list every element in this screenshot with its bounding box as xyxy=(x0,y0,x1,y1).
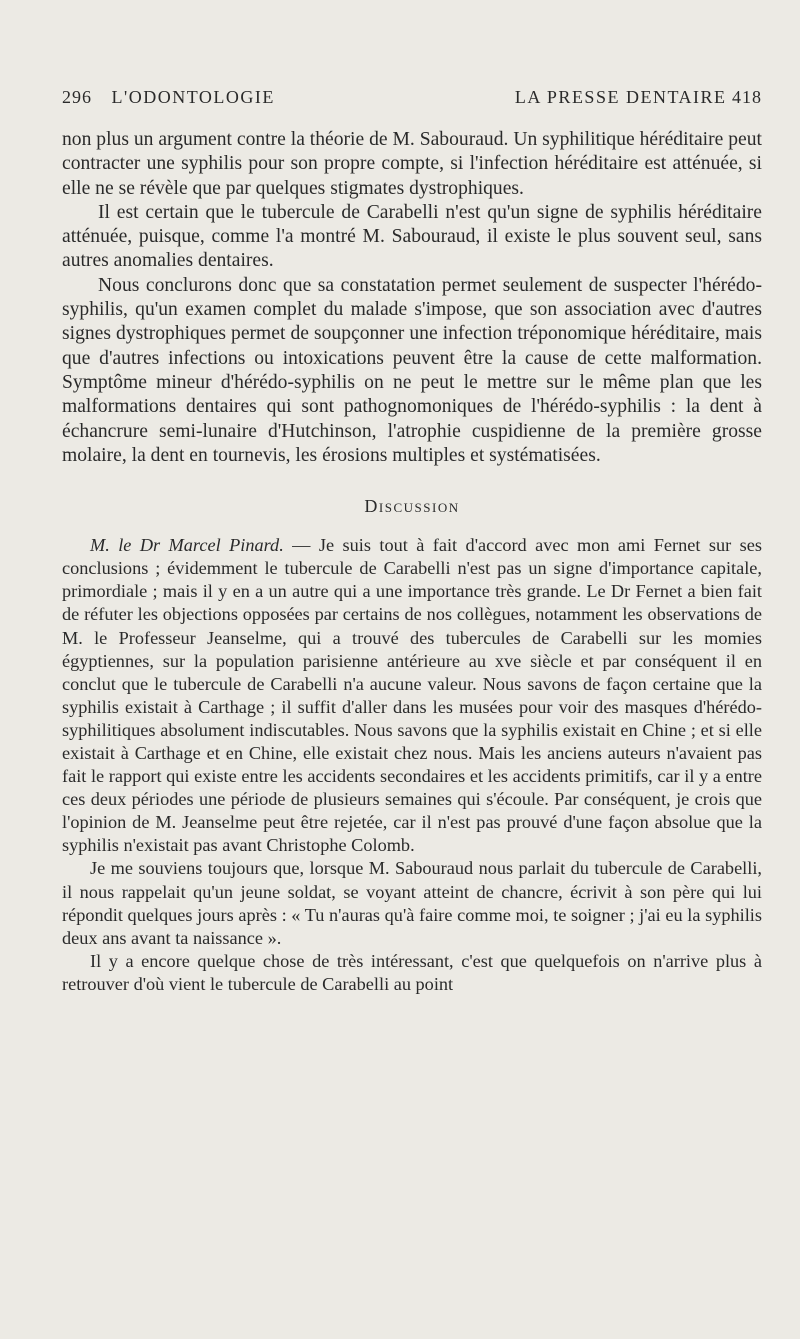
document-page xyxy=(62,72,762,996)
paragraph-1: non plus un argument contre la théorie de M. Sabouraud. Un syphilitique héréditaire peut contracter une syphilis pour son propre compte, si l'infection héréditaire est atténuée, si elle ne se révèle que par quelques stigmates dystrophiques. xyxy=(62,129,762,199)
discussion-paragraph-1 xyxy=(62,534,762,857)
page-number-right: 418 xyxy=(732,87,762,107)
running-header xyxy=(62,72,762,122)
page-number: 296 xyxy=(62,87,92,107)
discussion-paragraph-2: Je me souviens toujours que, lorsque M. Sabouraud nous parlait du tubercule de Carabelli, il nous rappelait qu'un jeune soldat, se voyant atteint de chancre, écrivit à son père qui lui répondit quelques jours après : « Tu n'auras qu'à faire comme moi, te soigner ; j'ai eu la syphilis deux ans avant ta naissance ». xyxy=(62,858,762,948)
discussion-paragraph-3: Il y a encore quelque chose de très intéressant, c'est que quelquefois on n'arrive plus à retrouver d'où vient le tubercule de Carabelli au point xyxy=(62,950,762,994)
discussion-body xyxy=(62,534,762,996)
header-right xyxy=(515,72,762,122)
paragraph-3: Nous conclurons donc que sa constatation permet seulement de suspecter l'hérédo-syphilis, qu'un examen complet du malade s'impose, que son association avec d'autres signes dystrophiques permet de soupçonner une infection tréponomique héréditaire, mais que d'autres infections ou intoxications peuvent être la cause de cette malformation. Symptôme mineur d'hérédo-syphilis on ne peut le mettre sur le même plan que les malformations dentaires qui sont pathognomoniques de l'hérédo-syphilis : la dent à échancrure semi-lunaire d'Hutchinson, l'atrophie cuspidienne de la première grosse molaire, la dent en tournevis, les érosions multiples et systématisées. xyxy=(62,274,762,466)
paragraph-2: Il est certain que le tubercule de Carabelli n'est qu'un signe de syphilis héréditaire atténuée, puisque, comme l'a montré M. Sabouraud, il existe le plus souvent seul, sans autres anomalies dentaires. xyxy=(62,201,762,272)
journal-title-right: LA PRESSE DENTAIRE xyxy=(514,87,727,107)
speaker-name: M. le Dr Marcel Pinard. xyxy=(90,535,284,556)
header-left xyxy=(62,72,289,122)
discussion-text-1: — Je suis tout à fait d'accord avec mon ami Fernet sur ses conclusions ; évidemment le tubercule de Carabelli n'est pas un signe d'importance capitale, primordiale ; mais il y en a un autre qui a une importance très grande. Le Dr Fernet a bien fait de réfuter les objections opposées par certains de nos collègues, notamment les observations de M. le Professeur Jeanselme, qui a trouvé des tubercules de Carabelli sur les momies égyptiennes, sur la population parisienne antérieure au xve siècle et par conséquent il en conclut que le tubercule de Carabelli n'a aucune valeur. Nous savons de façon certaine que la syphilis existait à Carthage ; il suffit d'aller dans les musées pour voir des masques d'hérédo-syphilitiques absolument indiscutables. Nous savons que la syphilis existait en Chine ; et si elle existait à Carthage et en Chine, elle existait chez nous. Mais les anciens auteurs n'avaient pas fait le rapport qui existe entre les accidents secondaires et les accidents primitifs, car il y a entre ces deux périodes une période de plusieurs semaines qui s'écoule. Par conséquent, je crois que l'opinion de M. Jeanselme peut être rejetée, car il n'est pas prouvé d'une façon absolue que la syphilis n'existait pas avant Christophe Colomb. xyxy=(62,535,762,856)
article-body xyxy=(62,128,762,468)
journal-title-left: L'ODONTOLOGIE xyxy=(111,87,275,107)
section-title-discussion: Discussion xyxy=(364,496,460,517)
